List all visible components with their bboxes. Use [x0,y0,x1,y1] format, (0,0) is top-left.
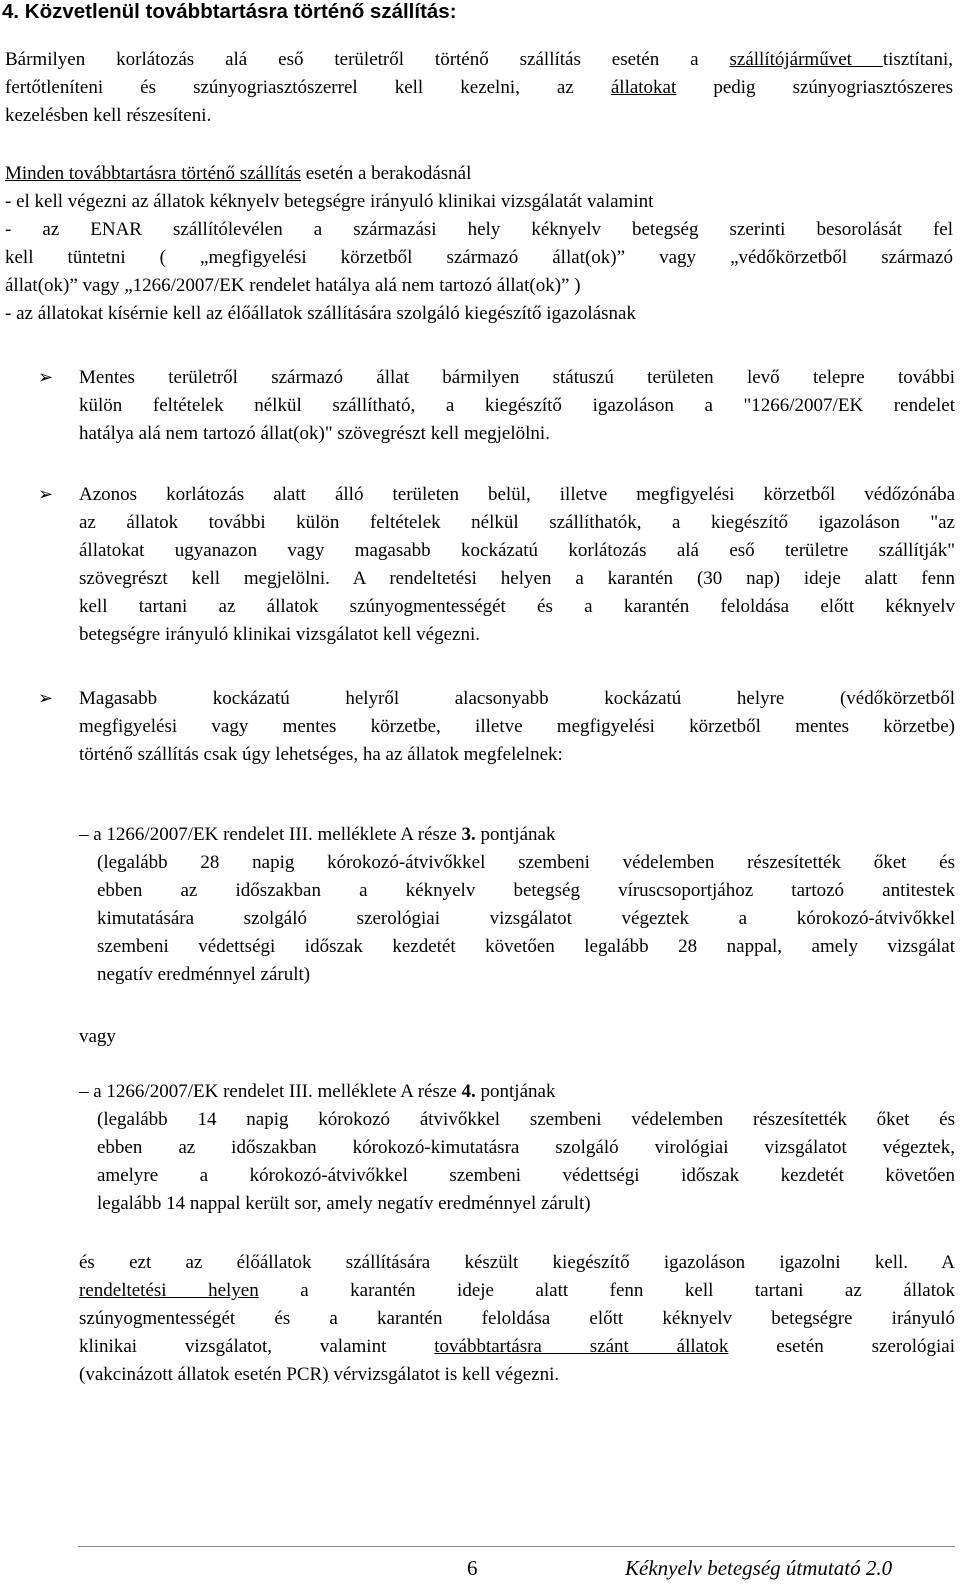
option2-line: (legalább 14 napig kórokozó átvivőkkel szembeni védelemben részesítették őket és [97,1109,955,1130]
item3-line: Magasabb kockázatú helyről alacsonyabb kockázatú helyre (védőkörzetből [79,688,955,709]
item-higher-to-lower [79,685,955,769]
page-number: 6 [467,1556,478,1580]
item3-line: történő szállítás csak úgy lehetséges, ha az állatok megfelelnek: [79,744,563,765]
item2-line: betegségre irányuló klinikai vizsgálatot kell végezni. [79,624,480,645]
option1-line: negatív eredménnyel zárult) [97,964,311,985]
item2-line: Azonos korlátozás alatt álló területen belül, illetve megfigyelési körzetből védőzónába [79,484,955,505]
option1-heading: – a 1266/2007/EK rendelet III. melléklete A része 3. pontjának [79,824,556,845]
closing-paragraph [79,1249,955,1389]
document-title: Kéknyelv betegség útmutató 2.0 [625,1556,893,1580]
bullet-enar: - az ENAR szállítólevélen a származási hely kéknyelv betegség szerinti besorolását fel [5,219,953,240]
closing-line: klinikai vizsgálatot, valamint továbbtartásra szánt állatok esetén szerológiai [79,1336,955,1357]
option2-heading: – a 1266/2007/EK rendelet III. melléklete A része 4. pontjának [79,1081,556,1102]
item1-line: Mentes területről származó állat bármilyen státuszú területen levő telepre további [79,367,955,388]
footer-divider [78,1546,955,1547]
intro-paragraph [5,46,953,130]
closing-line: és ezt az élőállatok szállítására készült kiegészítő igazoláson igazolni kell. A [79,1252,955,1273]
intro-line-1: Bármilyen korlátozás alá eső területről történő szállítás esetén a szállítójárművet tisztítani, [5,49,953,70]
item2-line: szövegrészt kell megjelölni. A rendeltetési helyen a karantén (30 nap) ideje alatt fenn [79,568,955,589]
item2-line: állatokat ugyanazon vagy magasabb kockázatú korlátozás alá eső területre szállítják" [79,540,955,561]
item-free-area [79,364,955,448]
item3-line: megfigyelési vagy mentes körzetbe, illetve megfigyelési körzetből mentes körzetbe) [79,716,955,737]
underlined-animals: állatokat [610,77,677,98]
item2-line: az állatok további külön feltételek nélkül szállíthatók, a kiegészítő igazoláson "az [79,512,955,533]
option2-body [97,1106,955,1218]
option1-line: szembeni védettségi időszak kezdetét követően legalább 28 nappal, amely vizsgálat [97,936,955,957]
closing-line: rendeltetési helyen a karantén ideje alatt fenn kell tartani az állatok [79,1280,955,1301]
underlined-vehicle: szállítójárművet [729,49,883,70]
option1-body [97,849,955,989]
loading-intro: Minden továbbtartásra történő szállítás esetén a berakodásnál [5,163,472,184]
arrow-bullet-icon: ➢ [38,484,54,505]
item2-line: kell tartani az állatok szúnyogmentességét és a karantén feloldása előtt kéknyelv [79,596,955,617]
intro-line-3: kezelésben kell részesíteni. [5,105,212,126]
item1-line: hatálya alá nem tartozó állat(ok)" szövegrészt kell megjelölni. [79,423,550,444]
option1-line: (legalább 28 napig kórokozó-átvivőkkel szembeni védelemben részesítették őket és [97,852,955,873]
bullet-clinical-exam: - el kell végezni az állatok kéknyelv betegségre irányuló klinikai vizsgálatát valamint [5,191,654,212]
closing-line: szúnyogmentességét és a karantén feloldása előtt kéknyelv betegségre irányuló [79,1308,955,1329]
option2-line: ebben az időszakban kórokozó-kimutatásra szolgáló virológiai vizsgálatot végeztek, [97,1137,955,1158]
bullet-enar-cont-2: állat(ok)” vagy „1266/2007/EK rendelet hatálya alá nem tartozó állat(ok)” ) [5,275,581,296]
option2-line: legalább 14 nappal került sor, amely negatív eredménnyel zárult) [97,1193,591,1214]
arrow-bullet-icon: ➢ [38,367,54,388]
option1-line: ebben az időszakban a kéknyelv betegség víruscsoportjához tartozó antitestek [97,880,955,901]
item1-line: külön feltételek nélkül szállítható, a kiegészítő igazoláson a "1266/2007/EK rendelet [79,395,955,416]
option2-line: amelyre a kórokozó-átvivőkkel szembeni védettségi időszak kezdetét követően [97,1165,955,1186]
bullet-certificate: - az állatokat kísérnie kell az élőállatok szállítására szolgáló kiegészítő igazolásnak [5,303,636,324]
option1-line: kimutatására szolgáló szerológiai vizsgálatot végeztek a kórokozó-átvivőkkel [97,908,955,929]
bullet-enar-cont-1: kell tüntetni ( „megfigyelési körzetből származó állat(ok)” vagy „védőkörzetből származó [5,247,953,268]
intro-line-2: fertőtleníteni és szúnyogriasztószerrel kell kezelni, az állatokat pedig szúnyogriasztószeres [5,77,953,98]
arrow-bullet-icon: ➢ [38,688,54,709]
item-same-restriction [79,481,955,649]
loading-requirements [5,160,953,328]
option-annex-point-4 [79,1078,955,1106]
option-annex-point-3 [79,821,955,849]
section-heading: 4. Közvetlenül továbbtartásra történő szállítás: [2,0,457,23]
closing-line: (vakcinázott állatok esetén PCR) vérvizsgálatot is kell végezni. [79,1364,560,1385]
vagy-connector: vagy [79,1026,116,1047]
